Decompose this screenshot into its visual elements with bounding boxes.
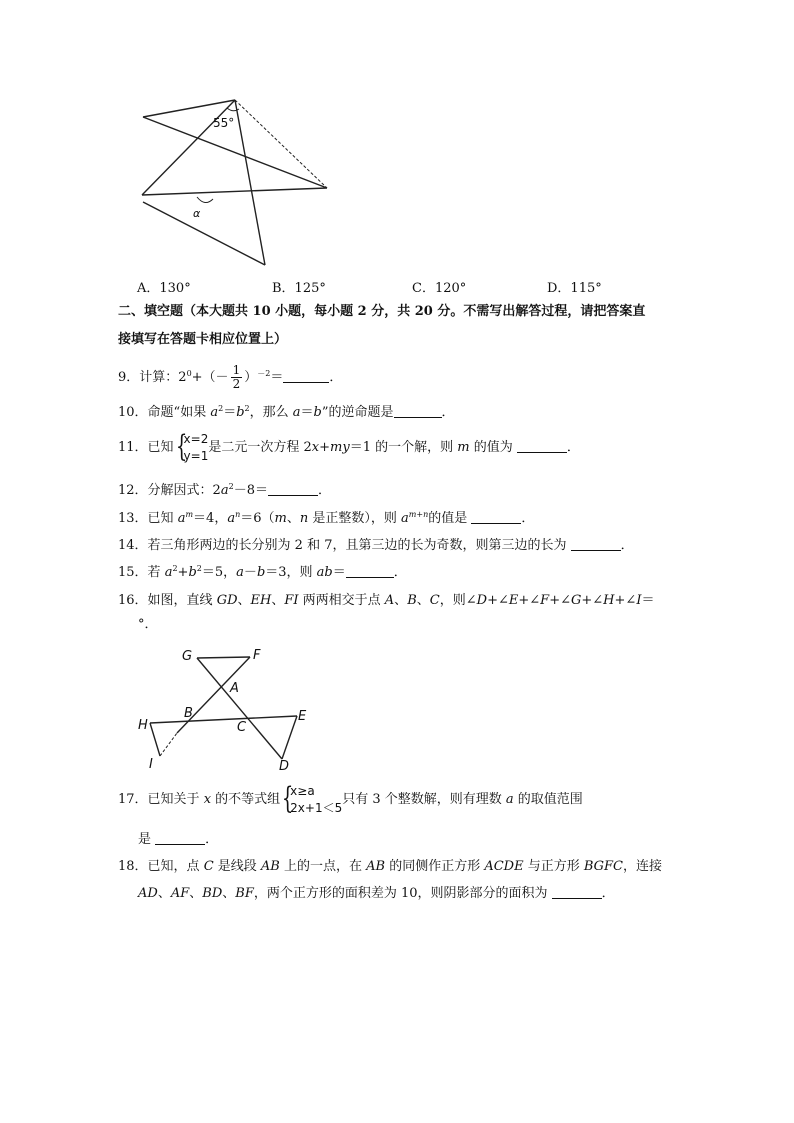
fig2-label-h: H (138, 718, 148, 733)
q12-answer-blank[interactable] (268, 483, 318, 496)
fig1-angle-label: 55° (213, 116, 235, 130)
fig2-line-gd (197, 658, 282, 759)
choice-c: C．120° (412, 281, 467, 296)
fig2-segment-gf (197, 657, 250, 658)
question-17-line2: 是 ． (138, 832, 219, 847)
fig1-alpha-label: α (193, 207, 201, 220)
question-13: 13．已知 $a^m=4$，$a^n=6(m$、n 是正整数），则 $a^{m+n}$的值是 ． (118, 510, 535, 526)
figure-lines-2 (132, 642, 317, 772)
fig2-label-g: G (182, 649, 193, 664)
question-14: 14．若三角形两边的长分别为 2 和 7，且第三边的长为奇数，则第三边的长为 ． (118, 538, 634, 553)
q17-answer-blank[interactable] (155, 832, 205, 845)
fig2-dashed-segment (160, 733, 177, 756)
q17-inequality-system: { x≥a 2x+1＜5 (281, 780, 343, 816)
fig2-line-eh (150, 716, 297, 723)
question-12: 12．分解因式：$2a^2-8=$ ． (118, 482, 331, 498)
question-16-line2: °． (138, 617, 158, 632)
fig1-alpha-arc (197, 197, 213, 203)
question-18-line2: AD、AF、BD、BF，两个正方形的面积差为 10，则阴影部分的面积为 ． (138, 886, 615, 901)
fig2-label-b: B (184, 706, 193, 721)
section2-title-line1: 二、填空题（本大题共 10 小题，每小题 2 分，共 20 分。不需写出解答过程，请把答案直 (118, 304, 646, 319)
q9-answer-blank[interactable] (283, 370, 329, 383)
fig1-line-base (142, 188, 327, 195)
question-9: 9．计算：$2^0+(-$ $\frac{1}{2}$ ）$^{-2}$＝ ． (118, 363, 343, 391)
q11-answer-blank[interactable] (517, 440, 567, 453)
q18-answer-blank[interactable] (552, 886, 602, 899)
section2-title-line2: 接填写在答题卡相应位置上） (118, 332, 288, 347)
fig2-label-a: A (230, 681, 239, 696)
question-11: 11．已知 { x=2 y=1 是二元一次方程 2x+my＝1 的一个解，则 m 的值为 ． (118, 428, 580, 464)
fig2-segment-ed (282, 716, 297, 759)
choice-d: D．115° (547, 281, 602, 296)
figure-triangles-1 (135, 95, 335, 270)
fig2-label-f: F (253, 648, 261, 663)
choice-b: B．125° (272, 281, 326, 296)
question-10: 10．命题“如果 $a^2=b^2$，那么 a＝b”的逆命题是 ． (118, 404, 455, 420)
question-17: 17．已知关于 x 的不等式组 { x≥a 2x+1＜5 只有 3 个整数解，则有理数 a 的取值范围 (118, 780, 583, 816)
question-16: 16．如图，直线 GD、EH、FI 两两相交于点 A、B、C，则∠D+∠E+∠F+∠G+∠H+∠I＝ (118, 593, 655, 608)
q13-answer-blank[interactable] (471, 511, 521, 524)
question-15: 15．若 $a^2+b^2=5$，a－b＝3，则 ab＝ ． (118, 564, 407, 580)
fig1-line-lower (143, 202, 265, 265)
fig2-label-e: E (298, 709, 307, 724)
choice-a: A．130° (137, 281, 191, 296)
q14-answer-blank[interactable] (571, 538, 621, 551)
q11-equation-system: { x=2 y=1 (175, 428, 209, 464)
fig1-line-diag1 (143, 117, 327, 188)
fig2-label-d: D (279, 759, 290, 772)
q10-answer-blank[interactable] (394, 405, 442, 418)
fig2-segment-hi (150, 723, 160, 756)
q15-answer-blank[interactable] (346, 565, 394, 578)
fig2-label-c: C (237, 720, 247, 735)
fig2-label-i: I (149, 757, 153, 772)
question-18: 18．已知，点 C 是线段 AB 上的一点，在 AB 的同侧作正方形 ACDE 与正方形 BGFC，连接 (118, 859, 663, 874)
